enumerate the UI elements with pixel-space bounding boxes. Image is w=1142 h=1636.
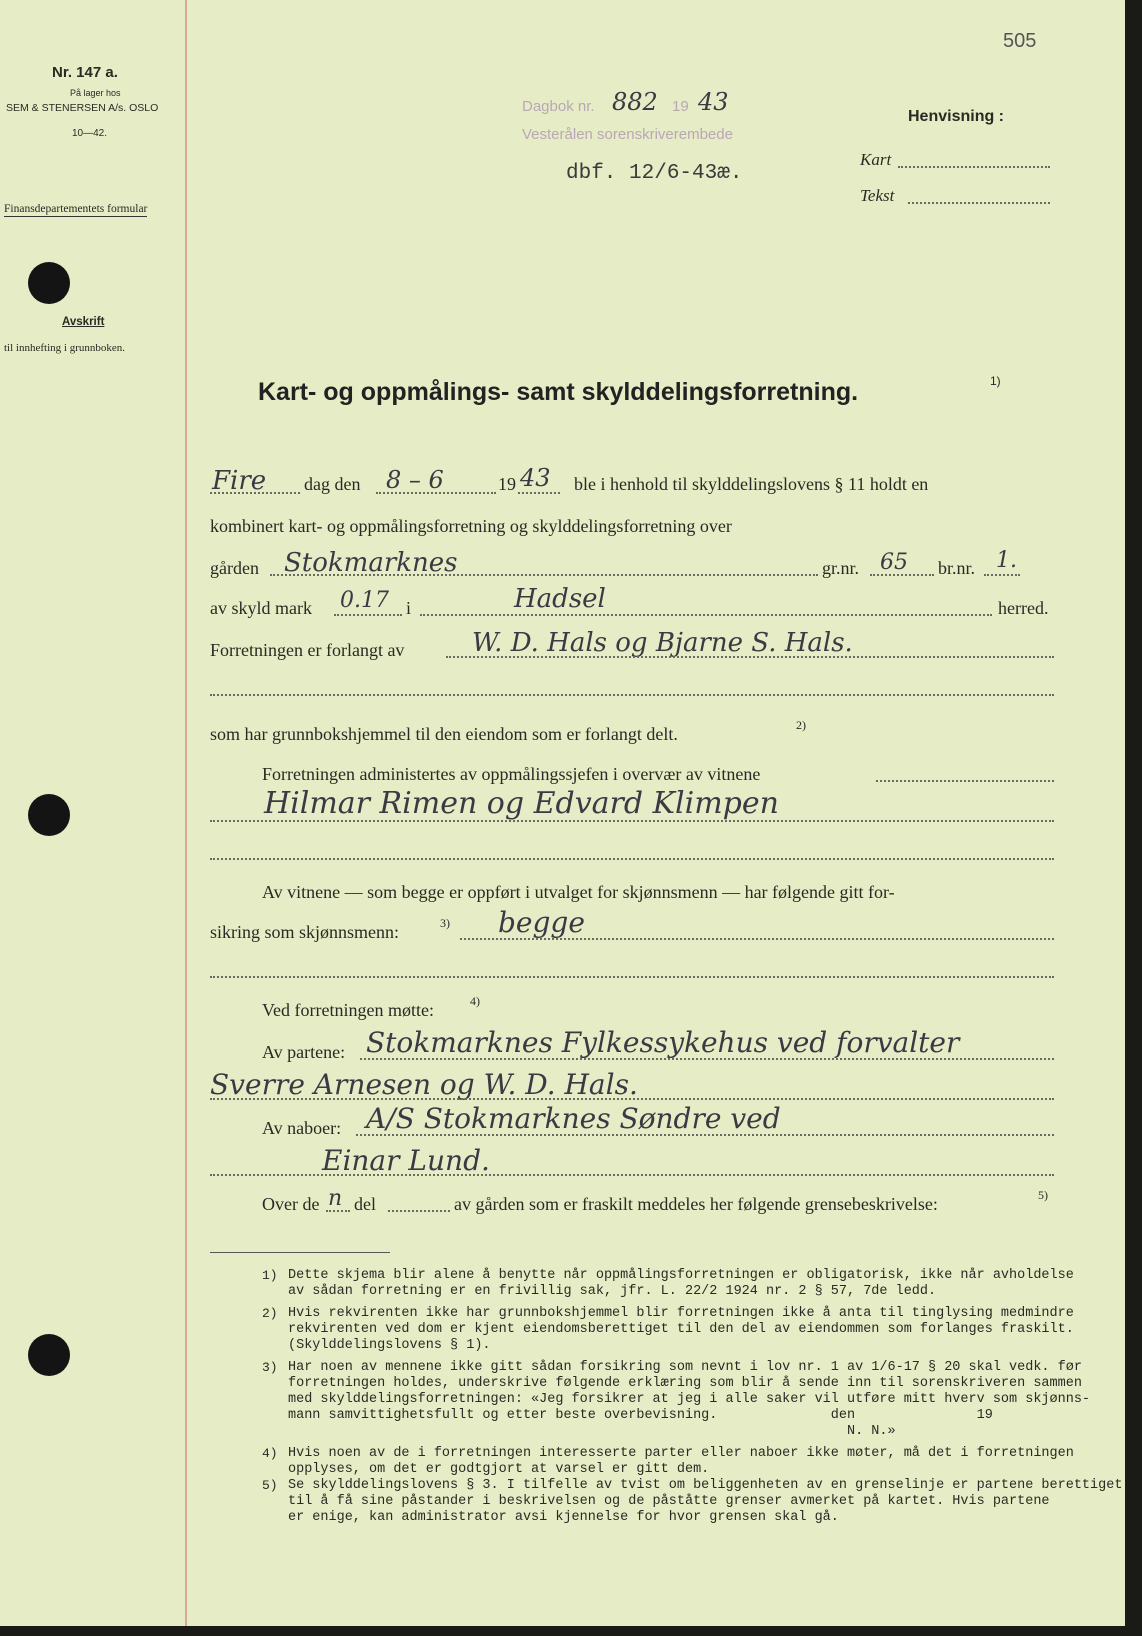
part-label: del: [354, 1194, 376, 1214]
neighbours-label: Av naboer:: [262, 1118, 342, 1138]
footnote-2-number: 2): [262, 1306, 278, 1321]
footnote-3-number: 3): [262, 1360, 278, 1375]
binder-hole-middle: [28, 794, 70, 836]
part-line: [388, 1210, 450, 1212]
day-label: dag den: [304, 474, 361, 494]
admin-line: [876, 780, 1054, 782]
stamp-year: 43: [698, 88, 729, 116]
brnr-handwritten: 1.: [996, 548, 1017, 573]
stamp-journal-label: Dagbok nr.: [522, 98, 595, 115]
form-number: Nr. 147 a.: [52, 64, 118, 81]
footnote-4-number: 4): [262, 1446, 278, 1461]
present-label: Ved forretningen møtte:: [262, 1000, 434, 1020]
margin-rule: [185, 0, 187, 1626]
reference-map-label: Kart: [860, 150, 892, 169]
assurance-text-2: sikring som skjønnsmenn:: [210, 922, 400, 942]
publisher-name: SEM & STENERSEN A/s. OSLO: [6, 102, 159, 114]
over-label: Over de: [262, 1194, 320, 1214]
footnote-2-line-1: Hvis rekvirenten ikke har grunnbokshjemmel blir forretningen ikke å anta til tinglysing medmindre: [288, 1306, 1074, 1321]
requested-label: Forretningen er forlangt av: [210, 640, 405, 660]
neighbours-line: [356, 1134, 1054, 1136]
footnote-4-line-1: Hvis noen av de i forretningen interesserte parter eller naboer ikke møter, må det i forretningen: [288, 1446, 1074, 1461]
witnesses-line: [210, 820, 1054, 822]
footnote-1-number: 1): [262, 1268, 278, 1283]
over-line: [326, 1210, 350, 1212]
over-footnote-ref: 5): [1038, 1188, 1048, 1202]
owner-footnote-ref: 2): [796, 718, 806, 732]
witnesses-handwritten: Hilmar Rimen og Edvard Klimpen: [264, 786, 779, 821]
year-line: [518, 492, 560, 494]
copy-purpose: til innhefting i grunnboken.: [4, 342, 125, 354]
footnote-3-line-1: Har noen av mennene ikke gitt sådan forsikring som nevnt i lov nr. 1 av 1/6-17 § 20 skal vedk. før: [288, 1360, 1082, 1375]
assurance-text: Av vitnene — som begge er oppført i utvalget for skjønnsmenn — har følgende gitt for-: [262, 882, 895, 902]
date-handwritten: 8 – 6: [386, 466, 444, 494]
stamp-office: Vesterålen sorenskriverembede: [522, 126, 733, 143]
in-label: i: [406, 598, 412, 618]
year-handwritten: 43: [520, 464, 551, 492]
neighbours-handwritten-1: A/S Stokmarknes Søndre ved: [366, 1102, 781, 1135]
parties-line-2: [210, 1098, 1054, 1100]
year-prefix: 19: [498, 474, 516, 494]
footnote-4-line-2: opplyses, om det er godtgjort at varsel er gitt dem.: [288, 1462, 710, 1477]
footnote-2-line-2: rekvirenten ved dom er kjent eiendomsberettiget til den del av eiendommen som forlanges fraskilt.: [288, 1322, 1074, 1337]
day-line: [210, 492, 300, 494]
reference-map-line: [898, 166, 1050, 168]
edition-number: 10—42.: [72, 128, 108, 139]
day-handwritten: Fire: [212, 466, 267, 496]
witnesses-line-2: [210, 858, 1054, 860]
farm-label: gården: [210, 558, 259, 578]
footnote-1-line-1: Dette skjema blir alene å benytte når oppmålingsforretningen er obligatorisk, ikke når avholdelse: [288, 1268, 1074, 1283]
footnote-3-line-5: N. N.»: [288, 1424, 896, 1439]
farm-line: [270, 574, 818, 576]
requested-line-2: [210, 694, 1054, 696]
skyld-handwritten: 0.17: [340, 588, 389, 613]
document-title: Kart- og oppmålings- samt skylddelingsforretning.: [258, 378, 859, 406]
reference-heading: Henvisning :: [908, 108, 1005, 125]
stamp-journal-number: 882: [612, 88, 658, 116]
skyld-line: [334, 614, 402, 616]
herred-line: [420, 614, 992, 616]
typed-registration-note: dbf. 12/6-43æ.: [566, 162, 743, 185]
brnr-line: [984, 574, 1020, 576]
over-rest-text: av gården som er fraskilt meddeles her følgende grensebeskrivelse:: [454, 1194, 938, 1214]
footnote-1-line-2: av sådan forretning er en frivillig sak, jfr. L. 22/2 1924 nr. 2 § 57, 7de ledd.: [288, 1284, 937, 1299]
page-number: 505: [1003, 30, 1037, 52]
assurance-line: [460, 938, 1054, 940]
herred-handwritten: Hadsel: [514, 584, 606, 614]
neighbours-handwritten-2: Einar Lund.: [322, 1144, 490, 1177]
parties-handwritten-2: Sverre Arnesen og W. D. Hals.: [210, 1068, 638, 1101]
assurance-footnote-ref: 3): [440, 916, 450, 930]
assurance-line-2: [210, 976, 1054, 978]
over-handwritten: n: [328, 1186, 343, 1211]
line1-rest: ble i henhold til skylddelingslovens § 11 holdt en: [574, 474, 929, 494]
footnote-3-line-3: med skylddelingsforretningen: «Jeg forsikrer at jeg i alle saker vil utføre mitt hverv som skjønns-: [288, 1392, 1091, 1407]
title-footnote-ref: 1): [990, 374, 1001, 388]
grnr-label: gr.nr.: [822, 558, 860, 578]
herred-label: herred.: [998, 598, 1049, 618]
farm-handwritten: Stokmarknes: [284, 548, 458, 578]
admin-text: Forretningen administertes av oppmålingssjefen i overvær av vitnene: [262, 764, 761, 784]
binder-hole-bottom: [28, 1334, 70, 1376]
footnote-5-line-3: er enige, kan administrator avsi kjennelse for hvor grensen skal gå.: [288, 1510, 839, 1525]
copy-label: Avskrift: [62, 316, 105, 328]
requested-line: [446, 656, 1054, 658]
assurance-handwritten: begge: [498, 906, 585, 939]
form-source: Finansdepartementets formular: [4, 203, 148, 215]
neighbours-line-2: [210, 1174, 1054, 1176]
present-footnote-ref: 4): [470, 994, 480, 1008]
parties-line: [360, 1058, 1054, 1060]
footnote-3-line-2: forretningen holdes, underskrive følgende erklæring som blir å sende inn til sorenskriveren sammen: [288, 1376, 1082, 1391]
requested-handwritten: W. D. Hals og Bjarne S. Hals.: [472, 628, 853, 658]
footnote-3-line-4: mann samvittighetsfullt og etter beste overbevisning. den 19: [288, 1408, 993, 1423]
footnote-separator: [210, 1252, 390, 1253]
grnr-line: [870, 574, 934, 576]
reference-text-line: [908, 202, 1050, 204]
parties-label: Av partene:: [262, 1042, 346, 1062]
footnote-5-line-2: til å få sine påstander i beskrivelsen og de påståtte grenser avmerket på kartet. Hvis partene: [288, 1494, 1050, 1509]
sold-at-label: På lager hos: [70, 88, 121, 98]
brnr-label: br.nr.: [938, 558, 976, 578]
stamp-year-prefix: 19: [672, 98, 689, 115]
footnote-5-line-1: Se skylddelingslovens § 3. I tilfelle av tvist om beliggenheten av en grenselinje er partene berettiget: [288, 1478, 1123, 1493]
grnr-handwritten: 65: [880, 550, 908, 575]
footnote-2-line-3: (Skylddelingslovens § 1).: [288, 1338, 491, 1353]
footnote-5-number: 5): [262, 1478, 278, 1493]
reference-text-label: Tekst: [860, 186, 895, 205]
date-line: [376, 492, 496, 494]
parties-handwritten-1: Stokmarknes Fylkessykehus ved forvalter: [366, 1026, 960, 1059]
binder-hole-top: [28, 262, 70, 304]
skyld-label: av skyld mark: [210, 598, 312, 618]
owner-text: som har grunnbokshjemmel til den eiendom som er forlangt delt.: [210, 724, 678, 744]
line2-text: kombinert kart- og oppmålingsforretning og skylddelingsforretning over: [210, 516, 732, 536]
